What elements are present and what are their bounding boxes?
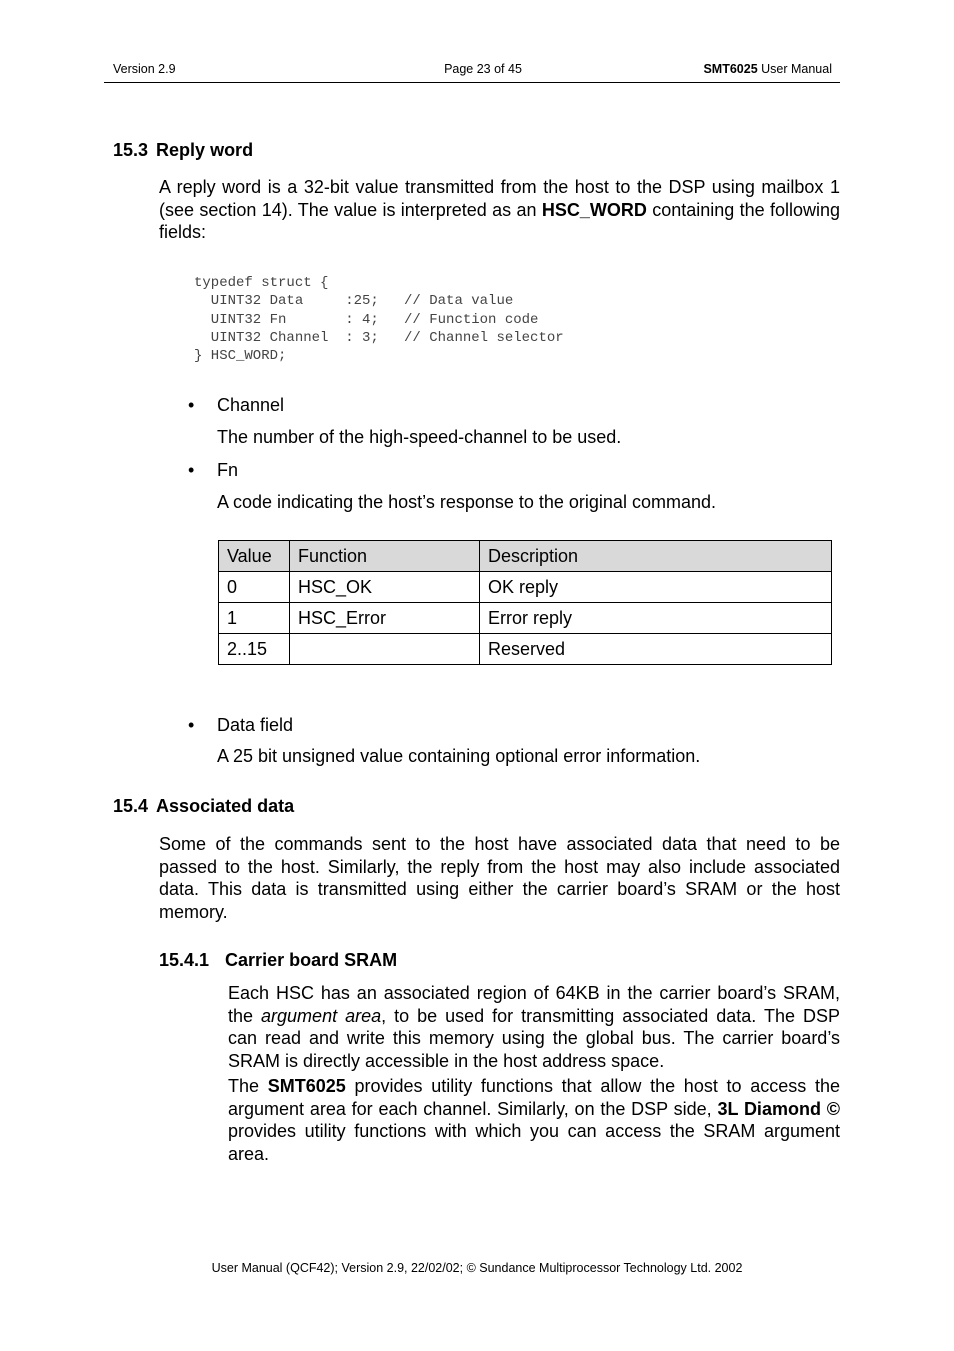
table-cell: 0: [219, 572, 290, 603]
sram-text: Each HSC has an associated region of 64KB in the carrier board’s SRAM, the: [228, 983, 840, 1026]
bullet-glyph: •: [188, 395, 195, 415]
section-title: Reply word: [156, 140, 254, 160]
table-cell: HSC_Error: [290, 603, 480, 634]
associated-data-paragraph: Some of the commands sent to the host have associated data that need to be passed to the host. Similarly, the reply from the host may also include associated data. This data is transmitted using either the carrier board’s SRAM or the host memory.: [159, 834, 840, 922]
bullet-desc-data-field: A 25 bit unsigned value containing optional error information.: [217, 746, 701, 766]
table-header-cell: Value: [219, 541, 290, 572]
section-heading-15-4-1: [159, 950, 397, 971]
header-title: [703, 62, 832, 76]
hsc-word-term: HSC_WORD: [541, 199, 647, 220]
section-heading-15-3: [113, 140, 253, 161]
diamond-term: 3L Diamond ©: [717, 1098, 840, 1119]
header-version: Version 2.9: [113, 62, 176, 76]
sram-paragraph-2: [228, 1075, 840, 1165]
table-cell: Reserved: [480, 634, 832, 665]
table-header-row: [219, 541, 832, 572]
bullet-label-fn: Fn: [217, 460, 239, 480]
sram2-text-mid: provides utility functions that allow the host to access the argument area for each channel. Similarly, on the DSP side,: [228, 1076, 840, 1119]
product-term: SMT6025: [267, 1076, 346, 1096]
bullet-glyph: •: [188, 715, 195, 735]
bullet-glyph: •: [188, 460, 195, 480]
intro-text-end: containing the following fields:: [159, 199, 840, 242]
hsc-word-code-block: typedef struct { UINT32 Data :25; // Data value UINT32 Fn : 4; // Function code UINT32 Channel : 3; // Channel selector } HSC_WORD;: [194, 275, 564, 365]
page-footer: User Manual (QCF42); Version 2.9, 22/02/02; © Sundance Multiprocessor Technology Ltd. 2002: [211, 1261, 743, 1275]
bullet-label-data-field: Data field: [217, 715, 294, 735]
table-row: [219, 603, 832, 634]
argument-area-term: argument area: [261, 1005, 382, 1026]
table-cell: [290, 634, 480, 665]
section-number: 15.4.1: [159, 950, 210, 970]
table-header-cell: Function: [290, 541, 480, 572]
sram-text-end: , to be used for transmitting associated data. The DSP can read and write this memory using the global bus. The carrier board’s SRAM is directly accessible in the host address space.: [228, 1005, 840, 1071]
table-cell: 2..15: [219, 634, 290, 665]
bullet-label-channel: Channel: [217, 395, 285, 415]
section-number: 15.4: [113, 796, 149, 816]
sram2-text-end: provides utility functions with which you can access the SRAM argument area.: [228, 1121, 840, 1164]
header-manual: User Manual: [757, 62, 832, 76]
fn-code-table: [218, 540, 832, 665]
header-divider: [104, 82, 840, 83]
table-cell: Error reply: [480, 603, 832, 634]
header-product: SMT6025: [703, 62, 758, 76]
section-title: Carrier board SRAM: [225, 950, 398, 970]
table-cell: 1: [219, 603, 290, 634]
section-heading-15-4: [113, 796, 294, 817]
table-cell: HSC_OK: [290, 572, 480, 603]
reply-word-intro: [159, 176, 840, 244]
header-page-number: Page 23 of 45: [444, 62, 522, 76]
section-title: Associated data: [156, 796, 295, 816]
intro-text: A reply word is a 32-bit value transmitted from the host to the DSP using mailbox 1 (see section 14). The value is interpreted as an: [159, 177, 840, 220]
table-row: [219, 634, 832, 665]
bullet-desc-channel: The number of the high-speed-channel to be used.: [217, 427, 622, 447]
bullet-desc-fn: A code indicating the host’s response to the original command.: [217, 492, 716, 512]
section-number: 15.3: [113, 140, 149, 160]
table-cell: OK reply: [480, 572, 832, 603]
sram2-text: The: [228, 1076, 268, 1096]
sram-paragraph-1: [228, 982, 840, 1072]
table-row: [219, 572, 832, 603]
table-header-cell: Description: [480, 541, 832, 572]
